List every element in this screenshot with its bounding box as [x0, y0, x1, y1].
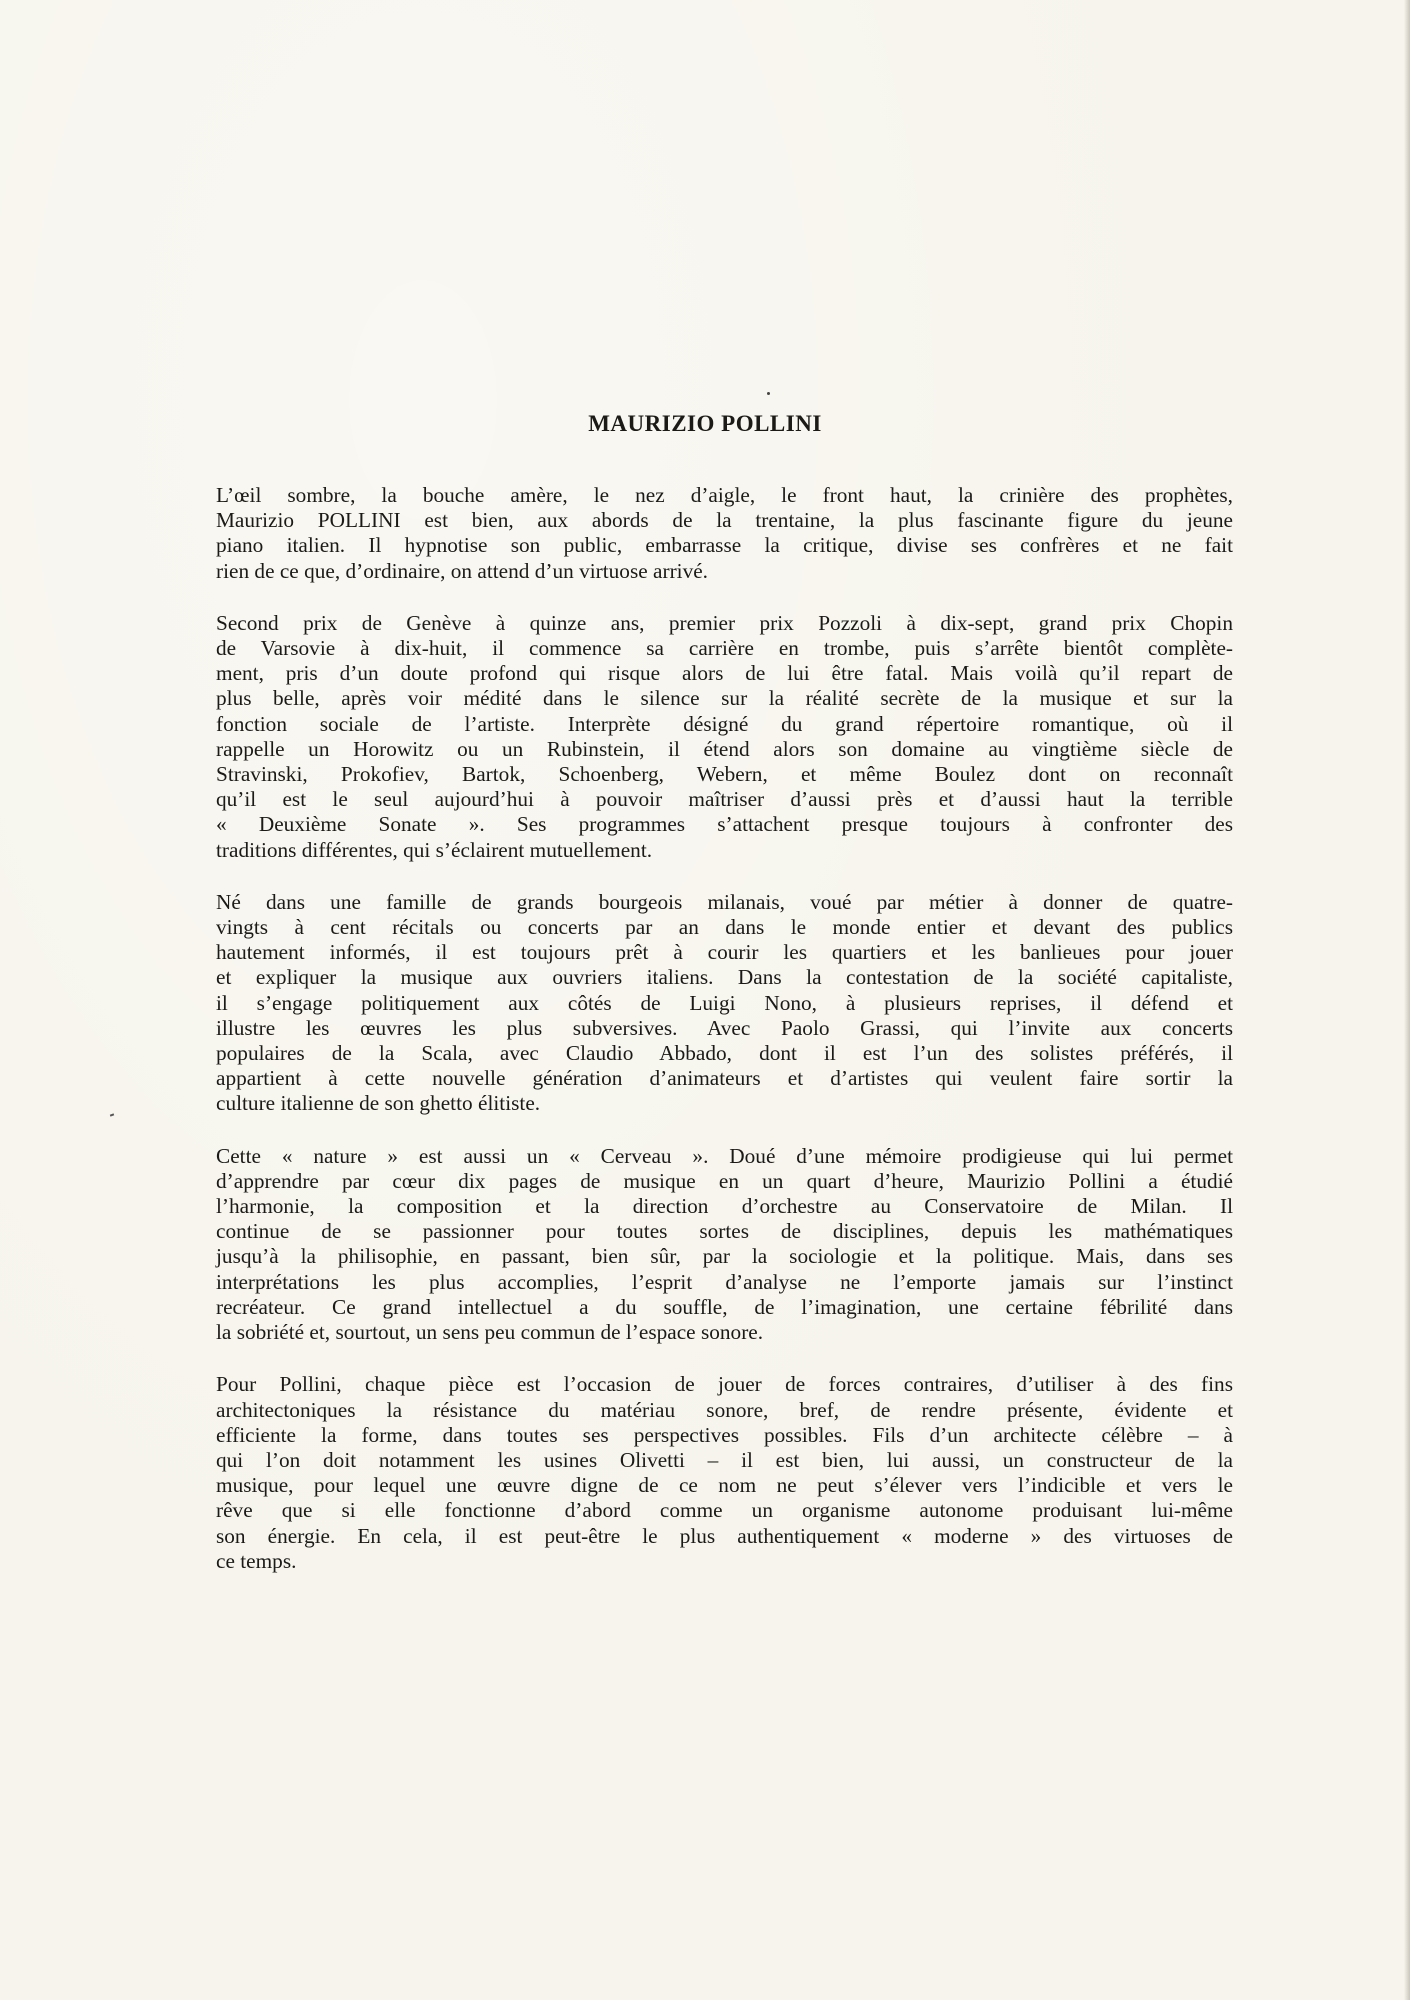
text-line: culture italienne de son ghetto élitiste.: [216, 1091, 541, 1116]
text-line: rêve que si elle fonctionne d’abord comme un organisme autonome produisant lui-même: [216, 1498, 1233, 1523]
text-line: musique, pour lequel une œuvre digne de ce nom ne peut s’élever vers l’indicible et vers le: [216, 1473, 1233, 1498]
text-line: Stravinski, Prokofiev, Bartok, Schoenberg, Webern, et même Boulez dont on reconnaît: [216, 762, 1233, 787]
text-line: ment, pris d’un doute profond qui risque alors de lui être fatal. Mais voilà qu’il repart de: [216, 661, 1233, 686]
text-line: la sobriété et, sourtout, un sens peu commun de l’espace sonore.: [216, 1320, 764, 1345]
text-line: efficiente la forme, dans toutes ses perspectives possibles. Fils d’un architecte célèbre – à: [216, 1422, 1233, 1447]
paragraph-5: [216, 1372, 1233, 1574]
text-line: interprétations les plus accomplies, l’esprit d’analyse ne l’emporte jamais sur l’instinct: [216, 1269, 1233, 1294]
text-line: populaires de la Scala, avec Claudio Abbado, dont il est l’un des solistes préférés, il: [216, 1041, 1233, 1066]
text-line: piano italien. Il hypnotise son public, embarrasse la critique, divise ses confrères et ne fait: [216, 533, 1233, 558]
text-line: L’œil sombre, la bouche amère, le nez d’aigle, le front haut, la crinière des prophètes,: [216, 483, 1233, 507]
ink-dot: [767, 392, 770, 395]
text-line: vingts à cent récitals ou concerts par an dans le monde entier et devant des publics: [216, 915, 1233, 940]
paragraph-1: [216, 483, 1233, 584]
text-line: il s’engage politiquement aux côtés de Luigi Nono, à plusieurs reprises, il défend et: [216, 990, 1233, 1015]
text-line: plus belle, après voir médité dans le silence sur la réalité secrète de la musique et sur la: [216, 686, 1233, 711]
text-line: rappelle un Horowitz ou un Rubinstein, il étend alors son domaine au vingtième siècle de: [216, 736, 1233, 761]
text-line: jusqu’à la philisophie, en passant, bien sûr, par la sociologie et la politique. Mais, dans ses: [216, 1244, 1233, 1269]
text-line: l’harmonie, la composition et la direction d’orchestre au Conservatoire de Milan. Il: [216, 1194, 1233, 1219]
text-line: Pour Pollini, chaque pièce est l’occasion de jouer de forces contraires, d’utiliser à des fins: [216, 1372, 1233, 1397]
text-line: « Deuxième Sonate ». Ses programmes s’attachent presque toujours à confronter des: [216, 812, 1233, 837]
text-line: recréateur. Ce grand intellectuel a du souffle, de l’imagination, une certaine fébrilité dans: [216, 1294, 1233, 1319]
text-line: rien de ce que, d’ordinaire, on attend d’un virtuose arrivé.: [216, 558, 709, 583]
text-line: et expliquer la musique aux ouvriers italiens. Dans la contestation de la société capitaliste,: [216, 965, 1233, 990]
article-body: [216, 483, 1233, 1601]
text-line: traditions différentes, qui s’éclairent mutuellement.: [216, 837, 653, 862]
paragraph-4: [216, 1144, 1233, 1346]
text-line: architectoniques la résistance du matériau sonore, bref, de rendre présente, évidente et: [216, 1397, 1233, 1422]
text-line: Cette « nature » est aussi un « Cerveau ». Doué d’une mémoire prodigieuse qui lui permet: [216, 1143, 1233, 1168]
text-line: son énergie. En cela, il est peut-être le plus authentiquement « moderne » des virtuoses de: [216, 1523, 1233, 1548]
text-line: qui l’on doit notamment les usines Olivetti – il est bien, lui aussi, un constructeur de la: [216, 1447, 1233, 1472]
text-line: Né dans une famille de grands bourgeois milanais, voué par métier à donner de quatre-: [216, 889, 1233, 914]
text-line: d’apprendre par cœur dix pages de musique en un quart d’heure, Maurizio Pollini a étudié: [216, 1168, 1233, 1193]
text-line: qu’il est le seul aujourd’hui à pouvoir maîtriser d’aussi près et d’aussi haut la terrible: [216, 787, 1233, 812]
page-edge-shadow: [1404, 0, 1410, 2000]
text-line: hautement informés, il est toujours prêt à courir les quartiers et les banlieues pour jouer: [216, 940, 1233, 965]
text-line: fonction sociale de l’artiste. Interprète désigné du grand répertoire romantique, où il: [216, 711, 1233, 736]
text-line: Second prix de Genève à quinze ans, premier prix Pozzoli à dix-sept, grand prix Chopin: [216, 610, 1233, 635]
text-line: de Varsovie à dix-huit, il commence sa carrière en trombe, puis s’arrête bientôt complète-: [216, 636, 1233, 661]
page-title: MAURIZIO POLLINI: [588, 411, 822, 436]
paragraph-3: [216, 890, 1233, 1117]
text-line: continue de se passionner pour toutes sortes de disciplines, depuis les mathématiques: [216, 1219, 1233, 1244]
text-line: ce temps.: [216, 1548, 297, 1573]
text-line: appartient à cette nouvelle génération d’animateurs et d’artistes qui veulent faire sortir la: [216, 1066, 1233, 1091]
text-line: Maurizio POLLINI est bien, aux abords de la trentaine, la plus fascinante figure du jeune: [216, 508, 1233, 533]
paragraph-2: [216, 611, 1233, 863]
text-line: illustre les œuvres les plus subversives. Avec Paolo Grassi, qui l’invite aux concerts: [216, 1015, 1233, 1040]
ink-speck: [110, 1113, 114, 1116]
